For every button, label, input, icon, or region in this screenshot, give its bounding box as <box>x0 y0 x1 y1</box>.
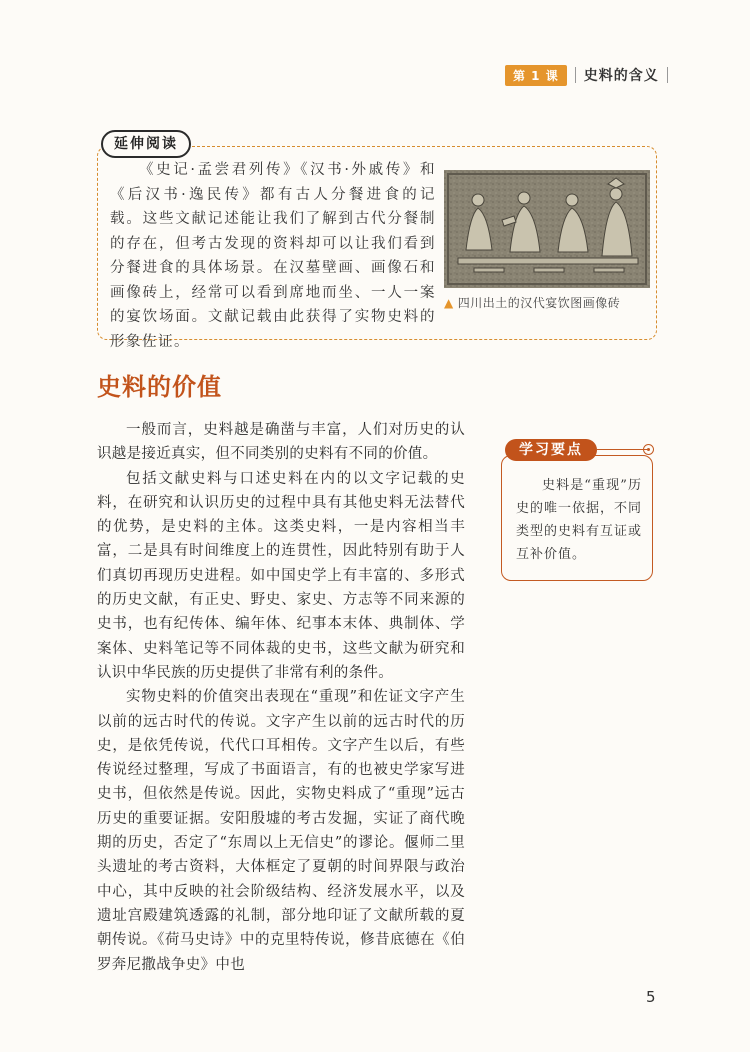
image-caption <box>444 294 654 311</box>
header-divider <box>575 67 576 83</box>
target-circle-icon <box>643 444 654 455</box>
key-points-text: 史料是“重现”历史的唯一依据，不同类型的史料有互证或互补价值。 <box>516 478 643 562</box>
extended-reading-text: 《史记·孟尝君列传》《汉书·外戚传》和《后汉书·逸民传》都有古人分餐进食的记载。这些文献记述能让我们了解到古代分餐制的存在，但考古发现的资料却可以让我们看到分餐进食的具体场景。在汉墓壁画、画像石和画像砖上，经常可以看到席地而坐、一人一案的宴饮场面。文献记载由此获得了实物史料的形象佐证。 <box>110 162 436 350</box>
extended-reading-label: 延伸阅读 <box>101 130 191 158</box>
image-caption-text: 四川出土的汉代宴饮图画像砖 <box>457 296 621 310</box>
key-points-label: 学习要点 <box>505 439 597 461</box>
section-title: 史料的价值 <box>97 373 222 401</box>
relief-drawing <box>444 170 650 288</box>
han-banquet-relief-image <box>444 170 650 288</box>
lesson-number-badge: 第 1 课 <box>505 65 567 86</box>
body-paragraph: 一般而言，史料越是确凿与丰富，人们对历史的认识越是接近真实，但不同类别的史料有不同的价值。 <box>97 422 465 463</box>
running-header <box>505 64 668 86</box>
header-divider <box>667 67 668 83</box>
triangle-marker-icon: ▲ <box>444 296 454 310</box>
key-points-rule <box>597 449 647 450</box>
body-paragraph: 实物史料的价值突出表现在“重现”和佐证文字产生以前的远古时代的传说。文字产生以前的远古时代的历史，是依凭传说，代代口耳相传。文字产生以后，有些传说经过整理，写成了书面语言，有的也被史学家写进史书，但依然是传说。因此，实物史料成了“重现”远古历史的重要证据。安阳殷墟的考古发掘，实证了商代晚期的历史，否定了“东周以上无信史”的谬论。偃师二里头遗址的考古资料，大体框定了夏朝的时间界限与政治中心，其中反映的社会阶级结构、经济发展水平，以及遗址宫殿建筑透露的礼制，部分地印证了文献所载的夏朝传说。《荷马史诗》中的克里特传说，修昔底德在《伯罗奔尼撒战争史》中也 <box>97 689 465 973</box>
body-paragraph: 包括文献史料与口述史料在内的以文字记载的史料，在研究和认识历史的过程中具有其他史料无法替代的优势，是史料的主体。这类史料，一是内容相当丰富，二是具有时间维度上的连贯性，因此特别有助于人们真切再现历史进程。如中国史学上有丰富的、多形式的历史文献，有正史、野史、家史、方志等不同来源的史书，也有纪传体、编年体、纪事本末体、典制体、学案体、史料笔记等不同体裁的史书，这些文献为研究和认识中华民族的历史提供了非常有利的条件。 <box>97 470 465 681</box>
page-number: 5 <box>646 988 656 1006</box>
lesson-title: 史料的含义 <box>583 68 659 84</box>
main-body-text <box>97 418 465 977</box>
